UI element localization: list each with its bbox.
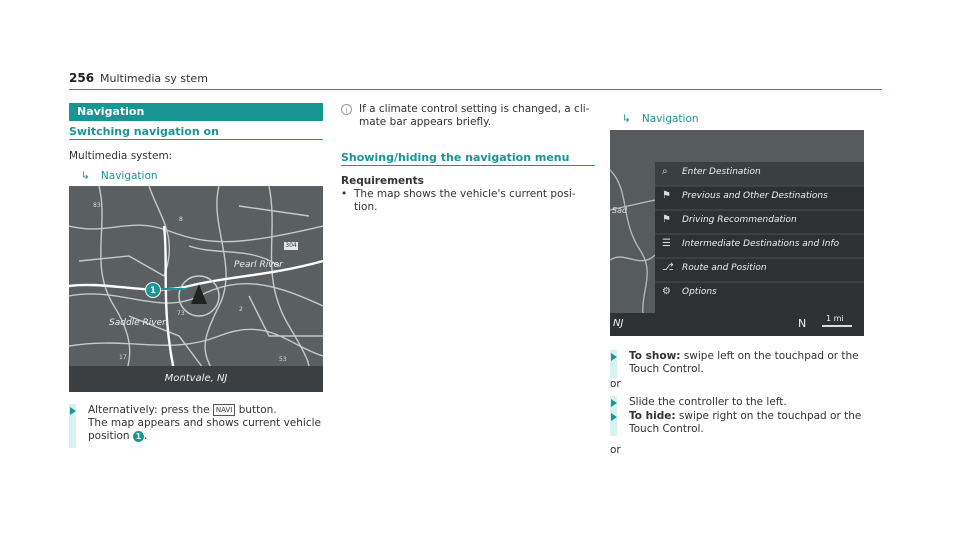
step-show <box>629 350 879 376</box>
step-text: swipe right on the touchpad or the <box>675 410 862 422</box>
step-text: position <box>88 430 133 442</box>
map-road-number: 83 <box>93 202 101 209</box>
state-label: NJ <box>613 318 624 329</box>
map-road-number: 73 <box>177 310 185 317</box>
route-icon: ⎇ <box>662 262 674 273</box>
path-row <box>81 164 158 183</box>
search-icon: ⌕ <box>662 166 668 177</box>
step-slide: Slide the controller to the left. <box>629 396 787 408</box>
waypoint-icon: ☰ <box>662 238 671 249</box>
arrow-icon: ↳ <box>81 170 90 182</box>
step-arrow-icon <box>611 399 617 407</box>
map-status-location: Montvale, NJ <box>164 373 228 384</box>
path-row <box>622 107 699 126</box>
note-line: If a climate control setting is changed, a cli- <box>359 103 590 115</box>
map-label-saddle-river: Saddle River <box>109 318 166 328</box>
section-banner: Navigation <box>69 103 323 121</box>
step-arrow-icon <box>70 407 76 415</box>
requirement-line: tion. <box>354 201 378 213</box>
map-road-shield: 304 <box>285 242 297 249</box>
subheading-rule <box>341 165 595 166</box>
map-road-number: 8 <box>179 216 183 223</box>
position-badge: 1 <box>133 431 144 442</box>
map-scale: 1 mi <box>826 314 844 323</box>
menu-item-previous-destinations[interactable]: Previous and Other Destinations <box>682 191 828 201</box>
menu-item-route-position[interactable]: Route and Position <box>682 263 767 273</box>
subheading-switching: Switching navigation on <box>69 125 219 138</box>
step-arrow-icon <box>611 353 617 361</box>
or-text: or <box>610 378 621 390</box>
step-text: Touch Control. <box>629 423 704 435</box>
path-navigation: Navigation <box>100 170 158 182</box>
speaker-icon: ⚑ <box>662 214 671 225</box>
show-label: To show: <box>629 350 681 362</box>
menu-item-driving-recommendation[interactable]: Driving Recommendation <box>682 215 797 225</box>
navi-button-icon: NAVI <box>213 404 235 416</box>
map-label-pearl-river: Pearl River <box>234 260 283 270</box>
map-road-number: 2 <box>239 306 243 313</box>
flag-icon: ⚑ <box>662 190 671 201</box>
menu-map-bg <box>610 130 864 336</box>
step-text: Alternatively: press the <box>88 404 213 416</box>
step-text: Touch Control. <box>629 363 704 375</box>
header-rule <box>69 89 882 90</box>
step-hide <box>629 410 879 436</box>
info-icon: i <box>341 104 352 115</box>
step-arrow-icon <box>611 413 617 421</box>
step-text: The map appears and shows current vehicle <box>88 417 321 429</box>
requirement-bullet: • <box>341 188 348 200</box>
step-alternatively <box>88 404 328 443</box>
options-gear-icon: ⚙ <box>662 286 671 297</box>
compass-north-icon: N <box>798 317 807 330</box>
page-title: Multimedia sy stem <box>100 72 208 85</box>
subheading-rule <box>69 139 323 140</box>
menu-item-options[interactable]: Options <box>682 287 717 297</box>
menu-item-intermediate-destinations[interactable]: Intermediate Destinations and Info <box>682 239 840 249</box>
requirements-title: Requirements <box>341 175 424 187</box>
note-text <box>359 103 599 129</box>
requirement-text <box>354 188 594 214</box>
menu-screenshot <box>610 130 864 336</box>
menu-item-enter-destination[interactable]: Enter Destination <box>682 167 761 177</box>
step-text: button. <box>235 404 277 416</box>
step-text: . <box>143 430 148 442</box>
requirement-line: The map shows the vehicle's current posi- <box>354 188 576 200</box>
intro-text: Multimedia system: <box>69 150 173 162</box>
path-navigation: Navigation <box>641 113 699 125</box>
subheading-show-hide: Showing/hiding the navigation menu <box>341 151 570 164</box>
page-number: 256 <box>69 71 95 85</box>
hide-label: To hide: <box>629 410 676 422</box>
map-screenshot <box>69 186 323 392</box>
arrow-icon: ↳ <box>622 113 631 125</box>
step-text: swipe left on the touchpad or the <box>680 350 859 362</box>
map-label-partial: Sad <box>612 206 628 215</box>
map-road-number: 17 <box>119 354 127 361</box>
map-road-number: 53 <box>279 356 287 363</box>
note-line: mate bar appears briefly. <box>359 116 492 128</box>
map-callout-badge: 1 <box>145 282 161 298</box>
or-text: or <box>610 444 621 456</box>
